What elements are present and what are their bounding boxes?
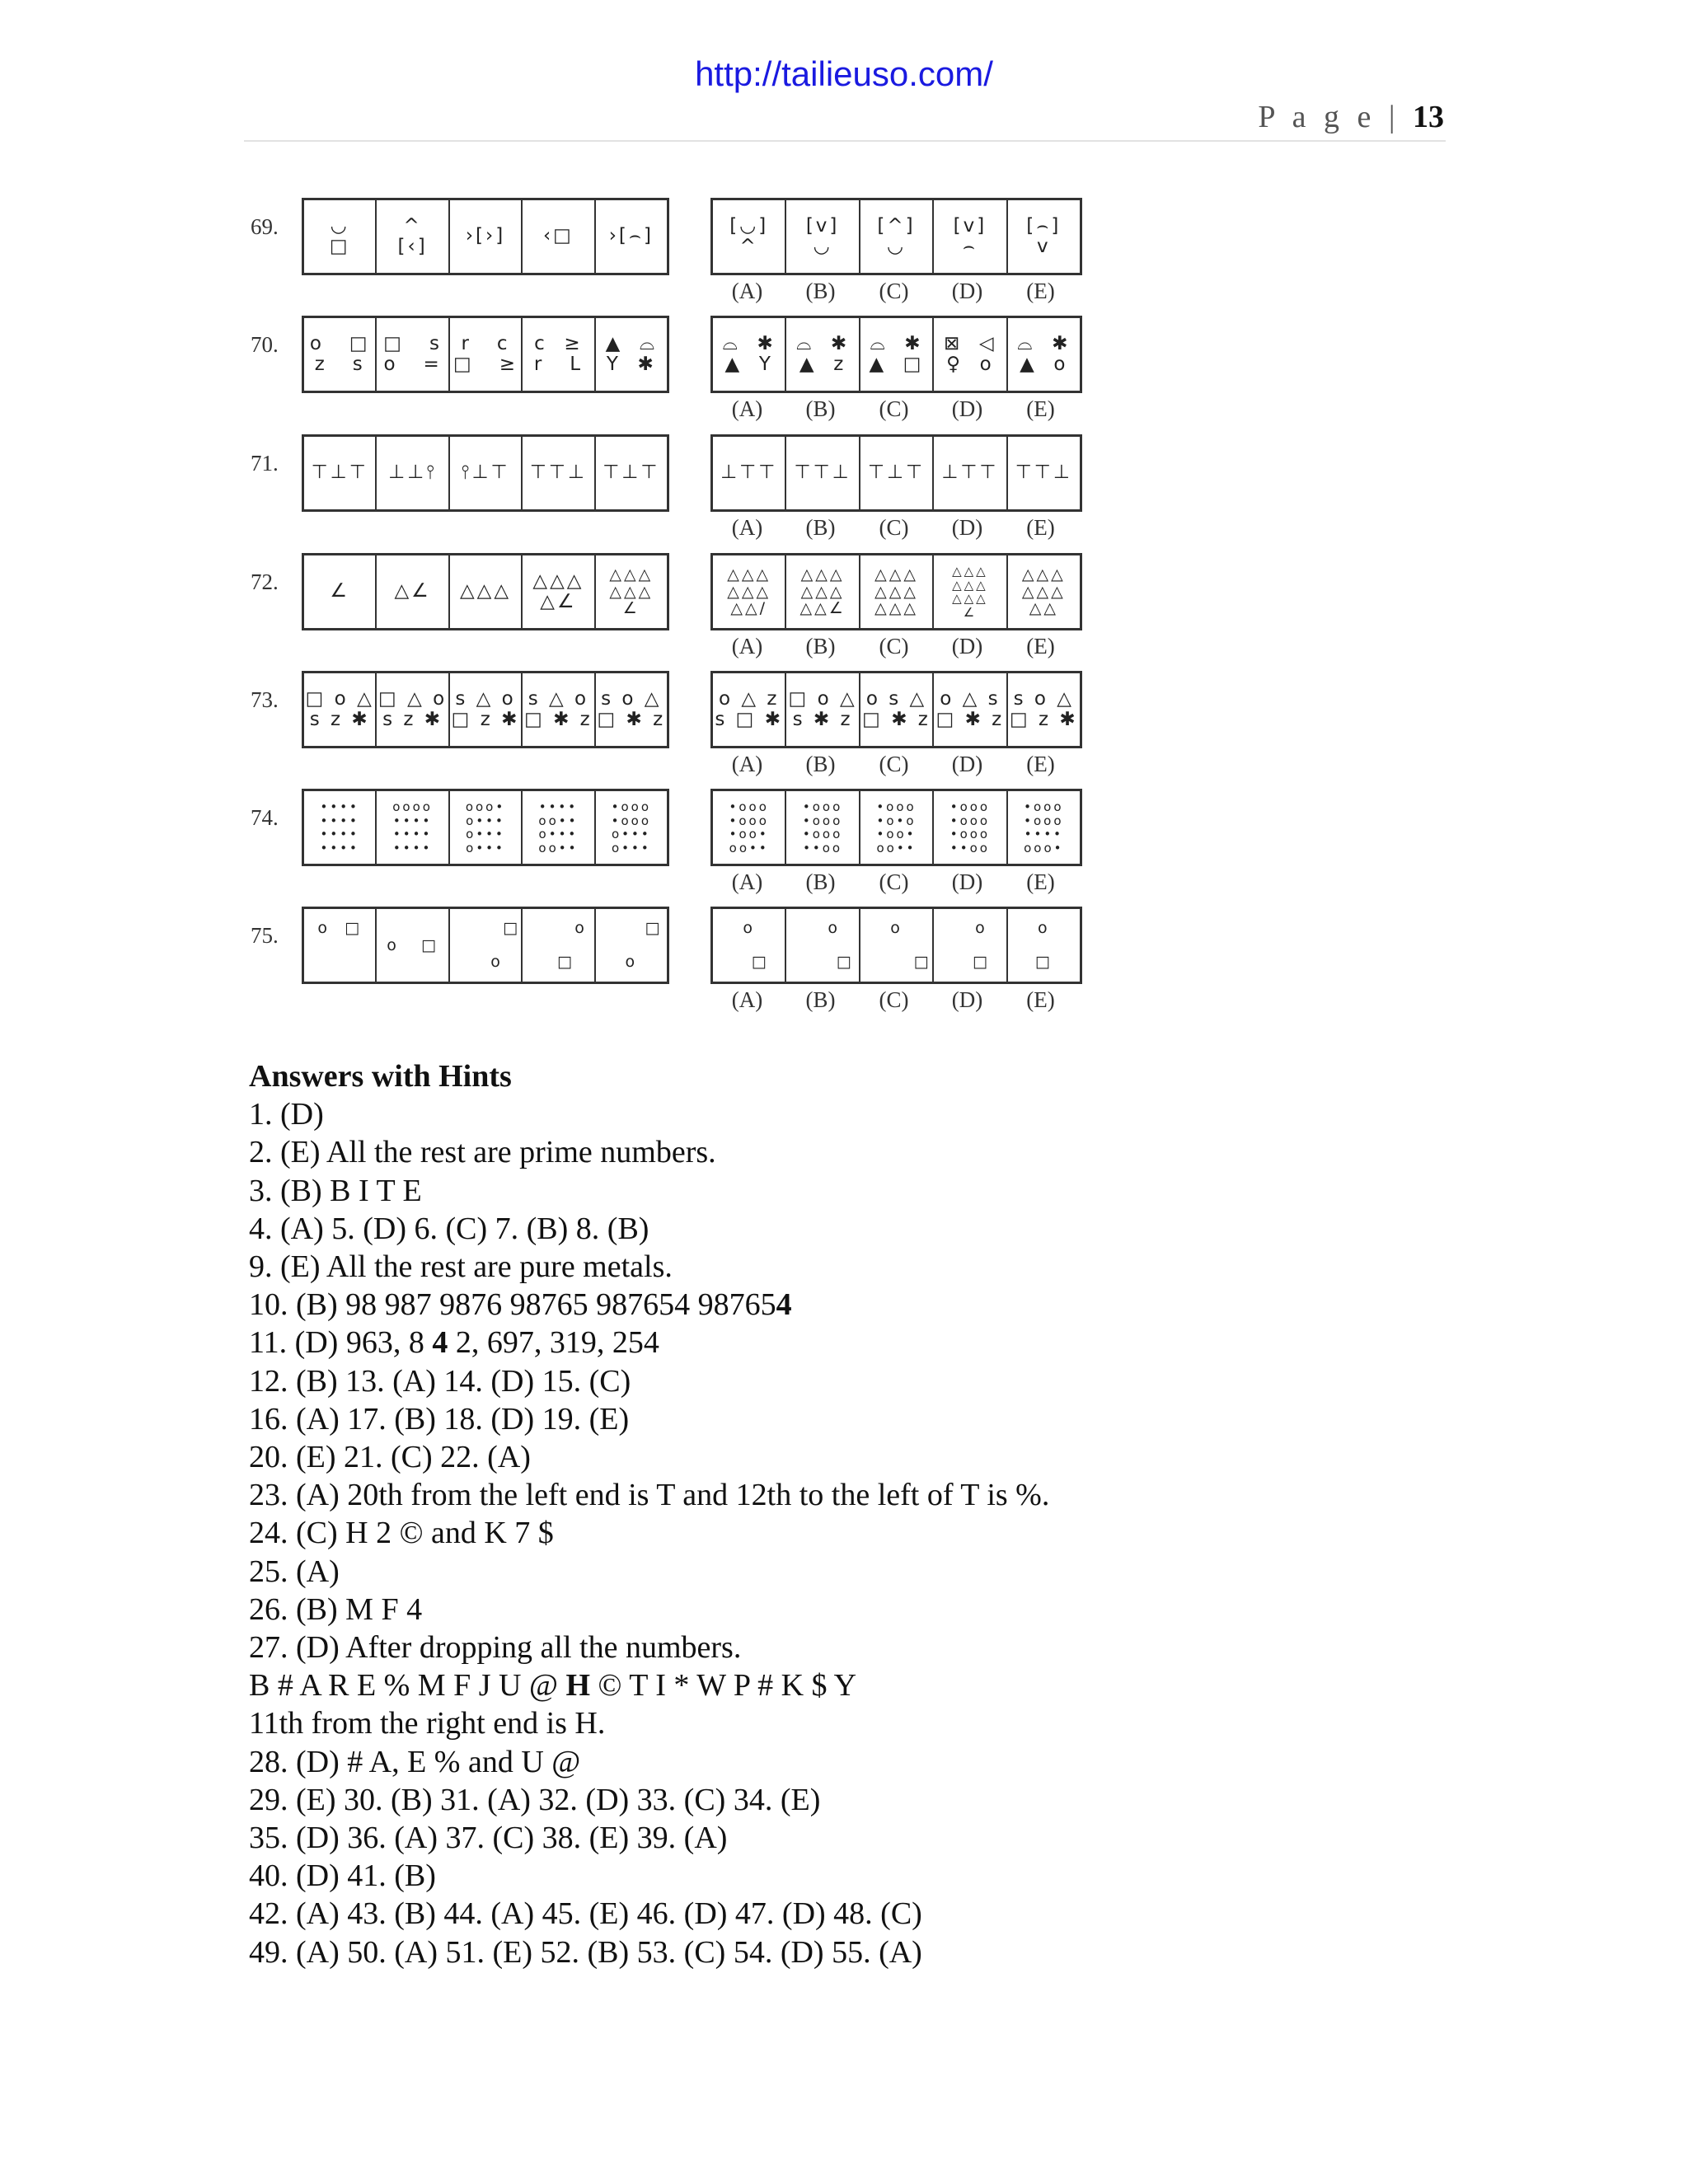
answer-option-figure-cell — [934, 555, 1007, 628]
option-labels — [710, 279, 1077, 304]
question-row — [239, 198, 1104, 310]
problem-figure-glyphs: ⊤⊥⊤ — [603, 462, 660, 484]
problem-figure-cell — [596, 200, 667, 273]
answer-option-figure-strip — [710, 907, 1082, 984]
problem-figure-cell — [523, 318, 595, 391]
answer-option-figure-glyphs: △△△ △△△ △△/ — [727, 565, 771, 618]
option-label: (C) — [879, 869, 909, 894]
answer-line: 25. (A) — [249, 1554, 340, 1589]
answer-option-figure-cell — [713, 555, 786, 628]
answer-option-figure-glyphs: ⌓ ✱ ▲ o — [1017, 332, 1071, 375]
answer-option-figure-cell — [786, 200, 860, 273]
answer-option-figure-cell — [713, 318, 786, 391]
problem-figure-glyphs: □ △ o s z ✱ — [378, 687, 448, 730]
problem-figure-cell — [304, 318, 377, 391]
answer-line: 9. (E) All the rest are pure metals. — [249, 1249, 673, 1285]
problem-figure-glyphs: •ooo •ooo o••• o••• — [611, 799, 652, 855]
answer-line: 28. (D) # A, E % and U @ — [249, 1744, 581, 1779]
question-number: 73. — [251, 687, 279, 712]
answer-option-figure-glyphs: o △ z s □ ✱ — [715, 687, 783, 730]
answer-option-figure-cell — [713, 200, 786, 273]
problem-figure-glyphs: □ s o = — [383, 332, 442, 375]
problem-figure-cell — [596, 673, 667, 746]
answer-option-figure-strip — [710, 316, 1082, 393]
answer-option-figure-cell — [860, 673, 934, 746]
answer-lines — [249, 1095, 1568, 1971]
option-labels — [710, 869, 1077, 895]
answer-option-figure-glyphs: •ooo •o•o •oo• oo•• — [876, 799, 917, 855]
option-label: (E) — [1026, 987, 1055, 1012]
answer-option-figure-glyphs: ⊤⊥⊤ — [867, 462, 926, 484]
problem-figure-cell — [377, 909, 449, 982]
problem-figure-glyphs: •••• oo•• o••• oo•• — [538, 799, 579, 855]
option-label: (D) — [951, 752, 983, 776]
answer-option-figure-glyphs: o □ — [1034, 918, 1053, 972]
answers-title: Answers with Hints — [249, 1059, 512, 1094]
problem-figure-glyphs: o □ z s — [309, 332, 370, 375]
option-label: (B) — [805, 279, 836, 303]
problem-figure-cell — [450, 791, 523, 864]
question-row — [239, 671, 1104, 783]
problem-figure-glyphs: ‹□ — [542, 225, 574, 247]
option-label: (E) — [1026, 634, 1055, 658]
problem-figure-cell — [523, 673, 595, 746]
answer-line: 35. (D) 36. (A) 37. (C) 38. (E) 39. (A) — [249, 1821, 728, 1856]
question-number: 72. — [251, 569, 279, 594]
answer-option-figure-glyphs: •ooo •ooo •ooo ••oo — [802, 799, 843, 855]
problem-figure-glyphs: c ≥ r L — [533, 332, 584, 375]
problem-figure-cell — [596, 555, 667, 628]
option-label: (D) — [951, 279, 983, 303]
option-labels — [710, 396, 1077, 422]
option-label: (A) — [731, 515, 763, 540]
option-label: (C) — [879, 634, 909, 658]
answer-line: 26. (B) M F 4 — [249, 1591, 423, 1627]
problem-figure-glyphs: □ o — [490, 918, 521, 972]
answer-line: 11th from the right end is H. — [249, 1706, 606, 1741]
answer-line: 24. (C) H 2 © and K 7 $ — [249, 1516, 554, 1551]
problem-figure-strip — [302, 434, 669, 512]
answer-line: B # A R E % M F J U @ H © T I * W P # K $ Y — [249, 1668, 857, 1704]
problem-figure-glyphs: o □ — [387, 935, 438, 954]
problem-figure-cell — [523, 200, 595, 273]
answer-option-figure-glyphs: o △ s □ ✱ z — [935, 687, 1005, 730]
problem-figure-glyphs: ⊥⊥⫯ — [388, 462, 438, 484]
option-label: (E) — [1026, 869, 1055, 894]
problem-figure-strip — [302, 553, 669, 630]
answer-option-figure-cell — [860, 318, 934, 391]
answer-line: 29. (E) 30. (B) 31. (A) 32. (D) 33. (C) 34. (E) — [249, 1782, 821, 1817]
option-labels — [710, 634, 1077, 659]
problem-figure-glyphs: s △ o □ ✱ z — [524, 687, 593, 730]
problem-figure-cell — [304, 673, 377, 746]
question-row — [239, 434, 1104, 546]
problem-figure-cell — [377, 555, 449, 628]
problem-figure-glyphs: ◡ □ — [329, 214, 350, 257]
option-label: (D) — [951, 869, 983, 894]
answer-option-figure-cell — [786, 318, 860, 391]
option-label: (E) — [1026, 279, 1055, 303]
figure-questions-panel — [239, 190, 1104, 1030]
problem-figure-cell — [596, 318, 667, 391]
answer-line: 42. (A) 43. (B) 44. (A) 45. (E) 46. (D) 47. (D) 48. (C) — [249, 1896, 922, 1932]
answers-section — [249, 1057, 1568, 1971]
answer-option-figure-cell — [713, 909, 786, 982]
header-url-link[interactable]: http://tailieuso.com/ — [695, 54, 993, 93]
option-label: (A) — [731, 396, 763, 421]
question-number: 75. — [251, 923, 279, 948]
option-label: (A) — [731, 987, 763, 1012]
problem-figure-cell — [304, 200, 377, 273]
option-label: (C) — [879, 396, 909, 421]
option-labels — [710, 515, 1077, 541]
answer-option-figure-cell — [860, 200, 934, 273]
problem-figure-glyphs: •••• •••• •••• •••• — [320, 799, 359, 855]
answer-option-figure-glyphs: o s △ □ ✱ z — [862, 687, 931, 730]
problem-figure-glyphs: ooo• o••• o••• o••• — [465, 799, 506, 855]
problem-figure-cell — [304, 791, 377, 864]
problem-figure-glyphs: ^ [‹] — [397, 214, 428, 257]
problem-figure-glyphs: ›[›] — [465, 225, 506, 247]
page-label-text: P a g e | — [1258, 100, 1413, 134]
question-row — [239, 316, 1104, 428]
option-label: (B) — [805, 396, 836, 421]
problem-figure-cell — [377, 673, 449, 746]
problem-figure-glyphs: r c □ ≥ — [453, 332, 518, 375]
answer-option-figure-glyphs: s o △ □ z ✱ — [1009, 687, 1078, 730]
option-label: (C) — [879, 515, 909, 540]
option-label: (B) — [805, 515, 836, 540]
answer-option-figure-glyphs: △△△ △△△ △△△ ∠ — [952, 564, 988, 620]
answer-option-figure-cell — [786, 673, 860, 746]
answer-option-figure-cell — [860, 555, 934, 628]
problem-figure-cell — [304, 909, 377, 982]
answer-option-figure-cell — [1008, 791, 1080, 864]
option-label: (E) — [1026, 752, 1055, 776]
answer-option-figure-cell — [713, 673, 786, 746]
problem-figure-glyphs: s o △ □ ✱ z — [597, 687, 666, 730]
answer-option-figure-cell — [713, 437, 786, 509]
answer-option-figure-glyphs: [⌢] v — [1026, 214, 1062, 257]
problem-figure-glyphs: △△△ △△△ ∠ — [609, 565, 654, 618]
option-label: (D) — [951, 515, 983, 540]
answer-option-figure-glyphs: ⌓ ✱ ▲ z — [796, 332, 850, 375]
answer-option-figure-cell — [934, 318, 1007, 391]
option-label: (A) — [731, 279, 763, 303]
answer-line: 4. (A) 5. (D) 6. (C) 7. (B) 8. (B) — [249, 1211, 649, 1246]
question-number: 70. — [251, 332, 279, 357]
problem-figure-glyphs: o □ — [556, 918, 587, 972]
option-label: (E) — [1026, 396, 1055, 421]
problem-figure-strip — [302, 316, 669, 393]
answer-option-figure-cell — [860, 791, 934, 864]
answer-option-figure-cell — [1008, 909, 1080, 982]
problem-figure-glyphs: o □ — [317, 918, 363, 937]
problem-figure-glyphs: ⫯⊥⊤ — [461, 462, 510, 484]
option-label: (D) — [951, 634, 983, 658]
problem-figure-glyphs: ⊤⊥⊤ — [311, 462, 368, 484]
answer-option-figure-glyphs: o □ — [890, 918, 931, 972]
answer-option-figure-glyphs: •ooo •ooo •••• ooo• — [1024, 799, 1064, 855]
answer-option-figure-cell — [786, 791, 860, 864]
answer-line: 12. (B) 13. (A) 14. (D) 15. (C) — [249, 1363, 631, 1399]
answer-option-figure-cell — [934, 673, 1007, 746]
problem-figure-strip — [302, 789, 669, 866]
answer-line: 3. (B) B I T E — [249, 1173, 422, 1208]
answer-option-figure-glyphs: [◡] ^ — [729, 214, 769, 257]
answer-line: 20. (E) 21. (C) 22. (A) — [249, 1440, 531, 1475]
problem-figure-glyphs: oooo •••• •••• •••• — [392, 799, 433, 855]
answer-option-figure-glyphs: [v] ⌢ — [953, 214, 987, 257]
answer-option-figure-cell — [786, 555, 860, 628]
problem-figure-cell — [450, 200, 523, 273]
answer-line: 40. (D) 41. (B) — [249, 1858, 436, 1894]
answer-option-figure-glyphs: ⊤⊤⊥ — [794, 462, 851, 484]
answer-option-figure-glyphs: ⌓ ✱ ▲ □ — [869, 332, 924, 375]
answer-option-figure-glyphs: •ooo •ooo •ooo ••oo — [950, 799, 991, 855]
problem-figure-glyphs: ›[⌢] — [608, 225, 654, 247]
answer-line: 2. (E) All the rest are prime numbers. — [249, 1135, 716, 1170]
problem-figure-strip — [302, 198, 669, 275]
option-label: (E) — [1026, 515, 1055, 540]
answer-option-figure-glyphs: o □ — [743, 918, 769, 972]
option-labels — [710, 752, 1077, 777]
question-number: 74. — [251, 805, 279, 830]
question-number: 69. — [251, 214, 279, 239]
answer-option-figure-cell — [713, 791, 786, 864]
answer-option-figure-cell — [860, 437, 934, 509]
answer-option-figure-glyphs: □ o △ s ✱ z — [788, 687, 857, 730]
answer-option-figure-glyphs: •ooo •ooo •oo• oo•• — [729, 799, 769, 855]
answer-option-figure-glyphs: ⊥⊤⊤ — [720, 462, 778, 484]
question-row — [239, 907, 1104, 1019]
answer-option-figure-cell — [934, 909, 1007, 982]
answer-option-figure-glyphs: ⊠ ◁ ♀ o — [944, 332, 996, 375]
answer-option-figure-cell — [1008, 673, 1080, 746]
answer-option-figure-glyphs: △△△ △△△ △△ — [1021, 565, 1066, 618]
problem-figure-cell — [596, 437, 667, 509]
option-label: (B) — [805, 752, 836, 776]
answer-line: 11. (D) 963, 8 4 2, 697, 319, 254 — [249, 1325, 659, 1361]
answer-option-figure-strip — [710, 789, 1082, 866]
problem-figure-cell — [596, 909, 667, 982]
question-row — [239, 789, 1104, 901]
problem-figure-cell — [450, 437, 523, 509]
answer-option-figure-strip — [710, 434, 1082, 512]
option-label: (C) — [879, 987, 909, 1012]
problem-figure-glyphs: △△△ △∠ — [532, 569, 584, 612]
option-label: (D) — [951, 396, 983, 421]
problem-figure-strip — [302, 671, 669, 748]
answer-option-figure-glyphs: o □ — [972, 918, 990, 972]
problem-figure-cell — [377, 791, 449, 864]
option-label: (A) — [731, 752, 763, 776]
answer-option-figure-glyphs: o □ — [828, 918, 854, 972]
problem-figure-glyphs: s △ o □ z ✱ — [451, 687, 520, 730]
answer-line: 27. (D) After dropping all the numbers. — [249, 1630, 742, 1666]
answer-line: 16. (A) 17. (B) 18. (D) 19. (E) — [249, 1401, 630, 1436]
problem-figure-cell — [450, 909, 523, 982]
answer-option-figure-cell — [786, 437, 860, 509]
problem-figure-cell — [523, 555, 595, 628]
answer-line: 10. (B) 98 987 9876 98765 987654 987654 — [249, 1287, 792, 1323]
answer-option-figure-cell — [934, 200, 1007, 273]
answer-option-figure-cell — [1008, 200, 1080, 273]
problem-figure-cell — [450, 555, 523, 628]
problem-figure-glyphs: □ o — [625, 918, 663, 972]
problem-figure-cell — [450, 673, 523, 746]
problem-figure-cell — [523, 909, 595, 982]
answer-option-figure-cell — [860, 909, 934, 982]
page-number-label — [1258, 99, 1444, 135]
answer-option-figure-strip — [710, 553, 1082, 630]
answer-option-figure-cell — [1008, 437, 1080, 509]
answer-option-figure-cell — [786, 909, 860, 982]
option-label: (B) — [805, 987, 836, 1012]
option-label: (B) — [805, 869, 836, 894]
answer-option-figure-cell — [934, 791, 1007, 864]
problem-figure-cell — [304, 437, 377, 509]
problem-figure-glyphs: △△△ — [459, 580, 512, 602]
answer-option-figure-glyphs: ⊥⊤⊤ — [941, 462, 999, 484]
problem-figure-cell — [596, 791, 667, 864]
option-label: (B) — [805, 634, 836, 658]
problem-figure-cell — [523, 437, 595, 509]
answer-line: 49. (A) 50. (A) 51. (E) 52. (B) 53. (C) 54. (D) 55. (A) — [249, 1934, 922, 1970]
problem-figure-cell — [523, 791, 595, 864]
problem-figure-glyphs: ∠ — [330, 580, 350, 602]
question-number: 71. — [251, 451, 279, 476]
problem-figure-strip — [302, 907, 669, 984]
option-label: (D) — [951, 987, 983, 1012]
answer-option-figure-glyphs: ⌓ ✱ ▲ Y — [722, 332, 776, 375]
problem-figure-cell — [377, 318, 449, 391]
problem-figure-glyphs: □ o △ s z ✱ — [305, 687, 374, 730]
option-label: (A) — [731, 869, 763, 894]
answer-option-figure-glyphs: △△△ △△△ △△△ — [874, 565, 918, 618]
answer-line: 23. (A) 20th from the left end is T and 12th to the left of T is %. — [249, 1478, 1050, 1513]
answer-option-figure-glyphs: [v] ◡ — [805, 214, 840, 257]
answer-option-figure-cell — [934, 437, 1007, 509]
problem-figure-glyphs: ▲ ⌓ Y ✱ — [605, 332, 658, 375]
page-number-value: 13 — [1413, 100, 1444, 134]
question-row — [239, 553, 1104, 665]
problem-figure-cell — [304, 555, 377, 628]
header-divider — [244, 140, 1446, 142]
answer-option-figure-strip — [710, 198, 1082, 275]
answer-option-figure-cell — [1008, 555, 1080, 628]
option-labels — [710, 987, 1077, 1013]
option-label: (A) — [731, 634, 763, 658]
answer-option-figure-strip — [710, 671, 1082, 748]
answer-option-figure-cell — [1008, 318, 1080, 391]
answer-option-figure-glyphs: △△△ △△△ △△∠ — [799, 565, 846, 618]
answer-option-figure-glyphs: ⊤⊤⊥ — [1015, 462, 1072, 484]
problem-figure-cell — [377, 437, 449, 509]
option-label: (C) — [879, 752, 909, 776]
problem-figure-cell — [377, 200, 449, 273]
problem-figure-glyphs: △∠ — [394, 580, 431, 602]
answer-line: 1. (D) — [249, 1097, 324, 1132]
option-label: (C) — [879, 279, 909, 303]
problem-figure-cell — [450, 318, 523, 391]
problem-figure-glyphs: ⊤⊤⊥ — [529, 462, 587, 484]
answer-option-figure-glyphs: [^] ◡ — [877, 214, 916, 257]
